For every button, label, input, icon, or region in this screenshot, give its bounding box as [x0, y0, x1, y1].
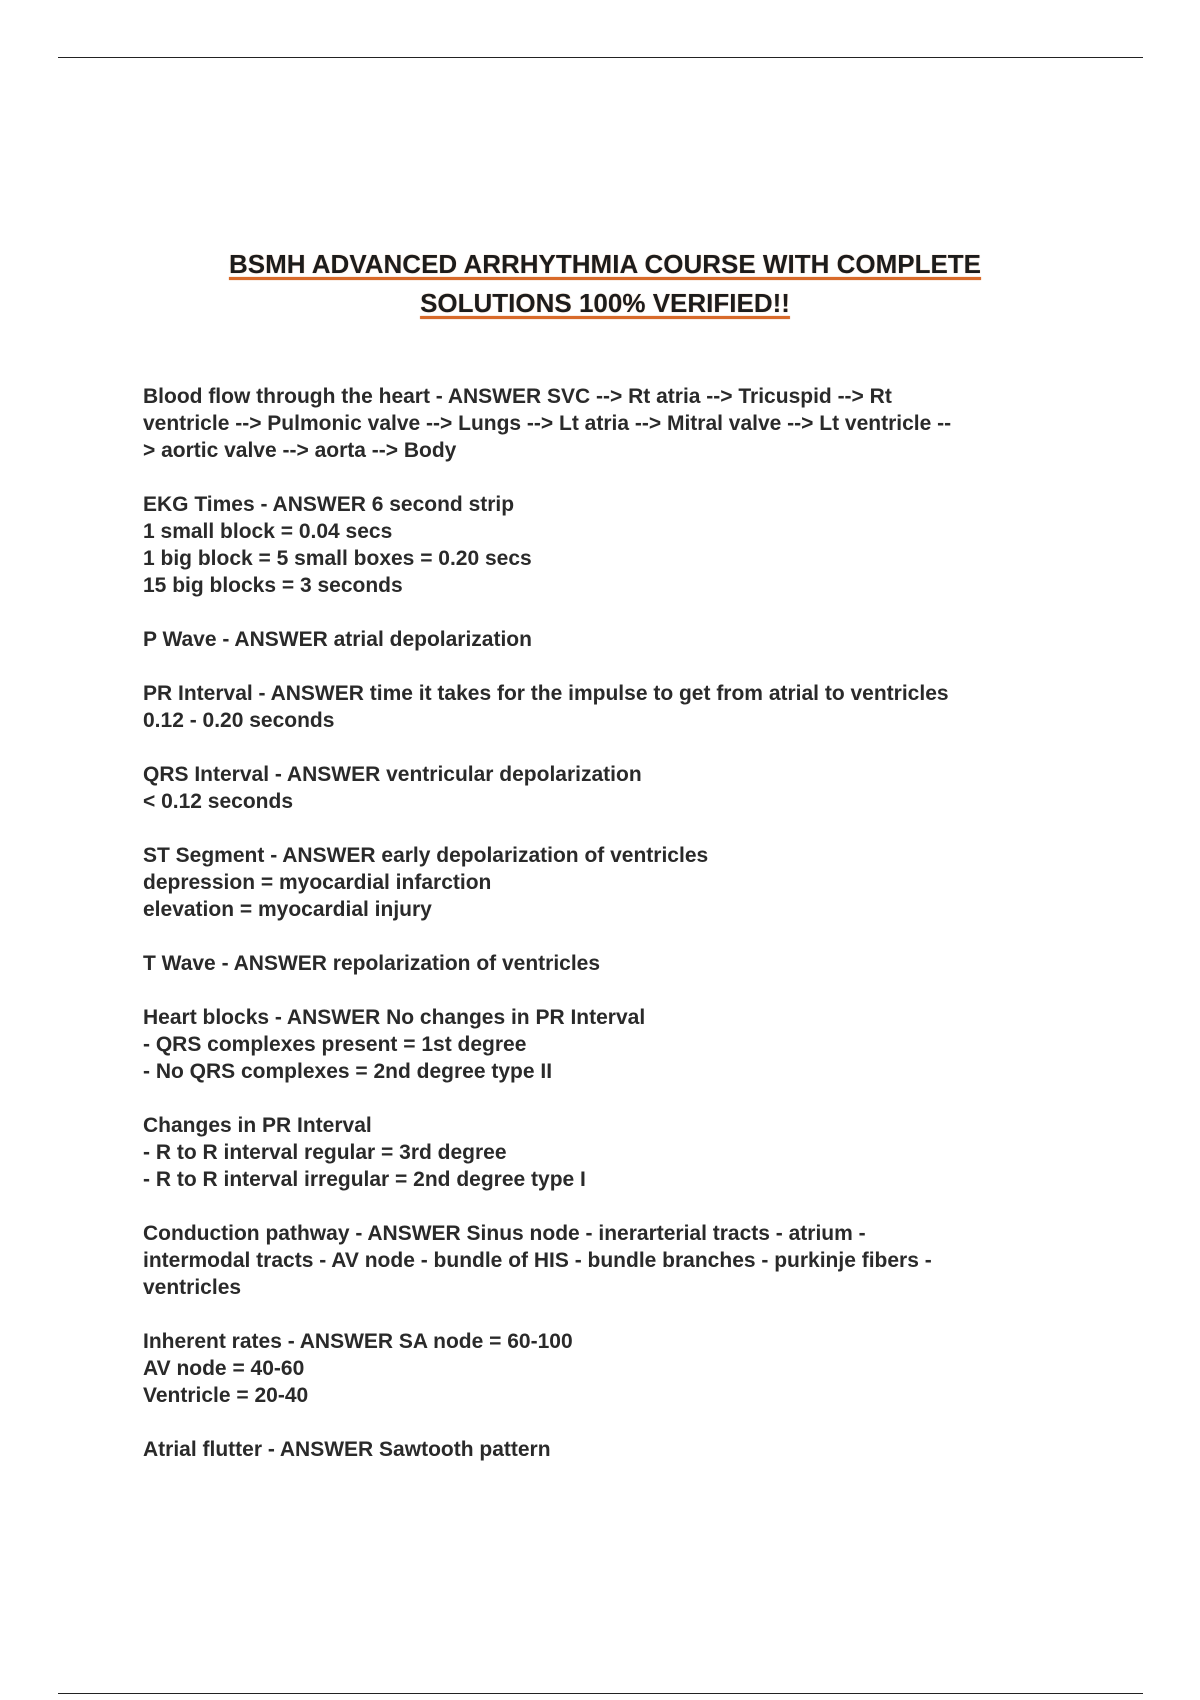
card-line: Conduction pathway - ANSWER Sinus node - inerarterial tracts - atrium -	[143, 1222, 866, 1245]
card-line: 15 big blocks = 3 seconds	[143, 574, 403, 597]
card-line: T Wave - ANSWER repolarization of ventricles	[143, 952, 601, 975]
title-line-1: BSMH ADVANCED ARRHYTHMIA COURSE WITH COMPLETE	[228, 249, 982, 279]
card-line: PR Interval - ANSWER time it takes for the impulse to get from atrial to ventricles	[143, 682, 949, 705]
document-title	[140, 245, 1070, 323]
card-line: QRS Interval - ANSWER ventricular depolarization	[143, 763, 642, 786]
flashcard-t-wave	[143, 950, 1073, 977]
flashcard-qrs-interval	[143, 761, 1073, 815]
card-line: elevation = myocardial injury	[143, 898, 432, 921]
flashcard-pr-changes	[143, 1112, 1073, 1193]
flashcard-p-wave	[143, 626, 1073, 653]
card-line: ventricle --> Pulmonic valve --> Lungs --> Lt atria --> Mitral valve --> Lt ventricle --	[143, 412, 952, 435]
card-line: Ventricle = 20-40	[143, 1384, 309, 1407]
card-line: 1 small block = 0.04 secs	[143, 520, 393, 543]
header-rule	[58, 57, 1143, 58]
card-line: Blood flow through the heart - ANSWER SVC --> Rt atria --> Tricuspid --> Rt	[143, 385, 892, 408]
card-line: - R to R interval regular = 3rd degree	[143, 1141, 507, 1164]
card-line: depression = myocardial infarction	[143, 871, 492, 894]
flashcard-heart-blocks	[143, 1004, 1073, 1085]
card-line: intermodal tracts - AV node - bundle of HIS - bundle branches - purkinje fibers -	[143, 1249, 932, 1272]
card-line: AV node = 40-60	[143, 1357, 305, 1380]
card-line: ventricles	[143, 1276, 242, 1299]
card-line: Atrial flutter - ANSWER Sawtooth pattern	[143, 1438, 551, 1461]
footer-rule	[58, 1693, 1143, 1694]
flashcard-conduction-pathway	[143, 1220, 1073, 1301]
flashcard-blood-flow	[143, 383, 1073, 464]
title-line-2: SOLUTIONS 100% VERIFIED!!	[420, 288, 790, 318]
flashcard-inherent-rates	[143, 1328, 1073, 1409]
card-line: < 0.12 seconds	[143, 790, 294, 813]
card-line: Heart blocks - ANSWER No changes in PR Interval	[143, 1006, 646, 1029]
card-line: 0.12 - 0.20 seconds	[143, 709, 335, 732]
flashcard-pr-interval	[143, 680, 1073, 734]
card-line: - R to R interval irregular = 2nd degree type I	[143, 1168, 586, 1191]
card-line: Inherent rates - ANSWER SA node = 60-100	[143, 1330, 573, 1353]
card-line: - No QRS complexes = 2nd degree type II	[143, 1060, 553, 1083]
flashcard-atrial-flutter	[143, 1436, 1073, 1463]
flashcard-ekg-times	[143, 491, 1073, 599]
card-line: ST Segment - ANSWER early depolarization of ventricles	[143, 844, 709, 867]
card-line: > aortic valve --> aorta --> Body	[143, 439, 457, 462]
card-line: - QRS complexes present = 1st degree	[143, 1033, 527, 1056]
card-line: Changes in PR Interval	[143, 1114, 372, 1137]
flashcard-list	[143, 383, 1073, 1490]
card-line: EKG Times - ANSWER 6 second strip	[143, 493, 515, 516]
flashcard-st-segment	[143, 842, 1073, 923]
card-line: P Wave - ANSWER atrial depolarization	[143, 628, 532, 651]
card-line: 1 big block = 5 small boxes = 0.20 secs	[143, 547, 532, 570]
